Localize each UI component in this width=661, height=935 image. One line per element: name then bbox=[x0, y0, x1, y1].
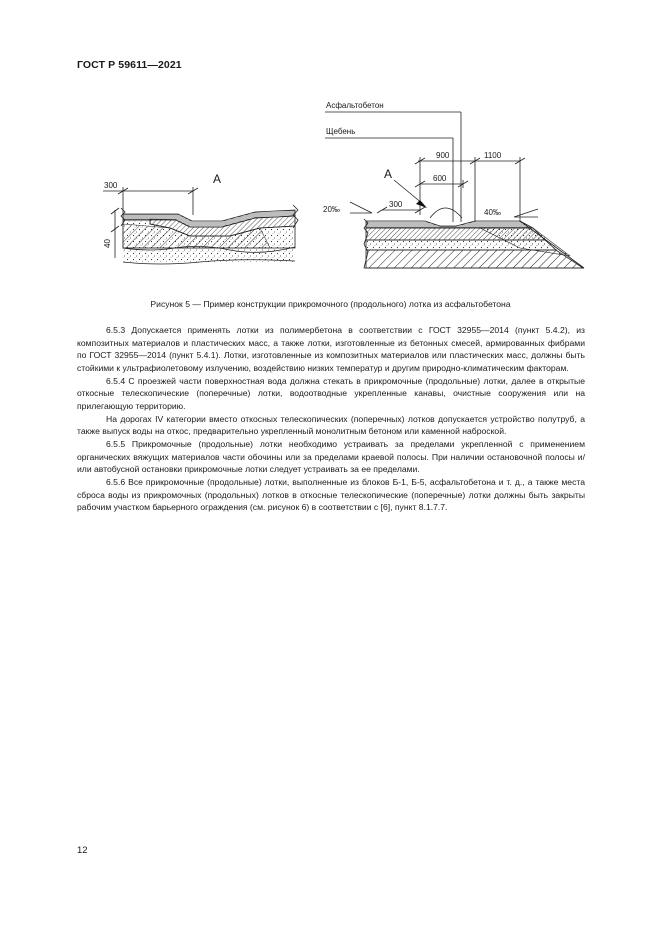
paragraph-6-5-6: 6.5.6 Все прикромочные (продольные) лотки, выполненные из блоков Б-1, Б-5, асфальтобетона и т. д., а также места сброса воды из прикромочных (продольных) лотков в откосные телескопические (поперечные) лотки должны быть закрыты рабочим участком барьерного ограждения (см. рисунок 6) в соответствии с [6], пункт 8.1.7.7. bbox=[77, 476, 585, 513]
dim-600-label: 600 bbox=[433, 174, 447, 183]
left-dim-height-label: 40 bbox=[103, 239, 112, 248]
right-section-drawing bbox=[323, 101, 584, 268]
dim-1100-label: 1100 bbox=[484, 151, 502, 160]
dim-900-label: 900 bbox=[436, 151, 450, 160]
figure-5-drawing bbox=[0, 0, 661, 300]
left-section-drawing bbox=[103, 172, 298, 264]
dim-300-label: 300 bbox=[389, 200, 403, 209]
body-text bbox=[77, 324, 585, 514]
label-asphalt: Асфальтобетон bbox=[326, 101, 384, 110]
paragraph-6-5-4: 6.5.4 С проезжей части поверхностная вода должна стекать в прикромочные (продольные) лотки, далее в открытые откосные телескопические (поперечные) лотки, водоотводные укрепленные канавы, очистные сооружения или на прилегающую территорию. bbox=[77, 375, 585, 411]
label-gravel: Щебень bbox=[326, 127, 356, 136]
slope-left-label: 20‰ bbox=[323, 205, 340, 214]
page-number: 12 bbox=[77, 845, 88, 856]
document-header: ГОСТ Р 59611—2021 bbox=[77, 59, 182, 71]
left-callout-label: А bbox=[213, 172, 222, 186]
slope-right-label: 40‰ bbox=[484, 208, 501, 217]
paragraph-category-iv: На дорогах IV категории вместо откосных телескопических (поперечных) лотков допускается устройство полутруб, а также выпуск воды на откос, предварительно укрепленный монолитным бетоном или каменной наброской. bbox=[77, 413, 585, 437]
figure-caption: Рисунок 5 — Пример конструкции прикромочного (продольного) лотка из асфальтобетона bbox=[150, 299, 511, 309]
right-callout-label: А bbox=[384, 167, 393, 181]
left-dim-width-label: 300 bbox=[104, 181, 118, 190]
paragraph-6-5-5: 6.5.5 Прикромочные (продольные) лотки необходимо устраивать за пределами укрепленной с применением органических вяжущих материалов части обочины или за пределами краевой полосы. При наличии остановочной полосы и/или автобусной остановки прикромочные лотки следует устраивать за ее пределами. bbox=[77, 438, 585, 475]
paragraph-6-5-3: 6.5.3 Допускается применять лотки из полимербетона в соответствии с ГОСТ 32955—2014 (пункт 5.4.2), из композитных материалов и пластических масс, а также лотки, изготовленные из бетонных смесей, армированных фибрами по ГОСТ 32955—2014 (пункт 5.4.1). Лотки, изготовленные из композитных материалов или пластических масс, должны быть стойкими к ультрафиолетовому излучению, воздействию низких температур и другим природно-климатическим факторам. bbox=[77, 325, 585, 373]
